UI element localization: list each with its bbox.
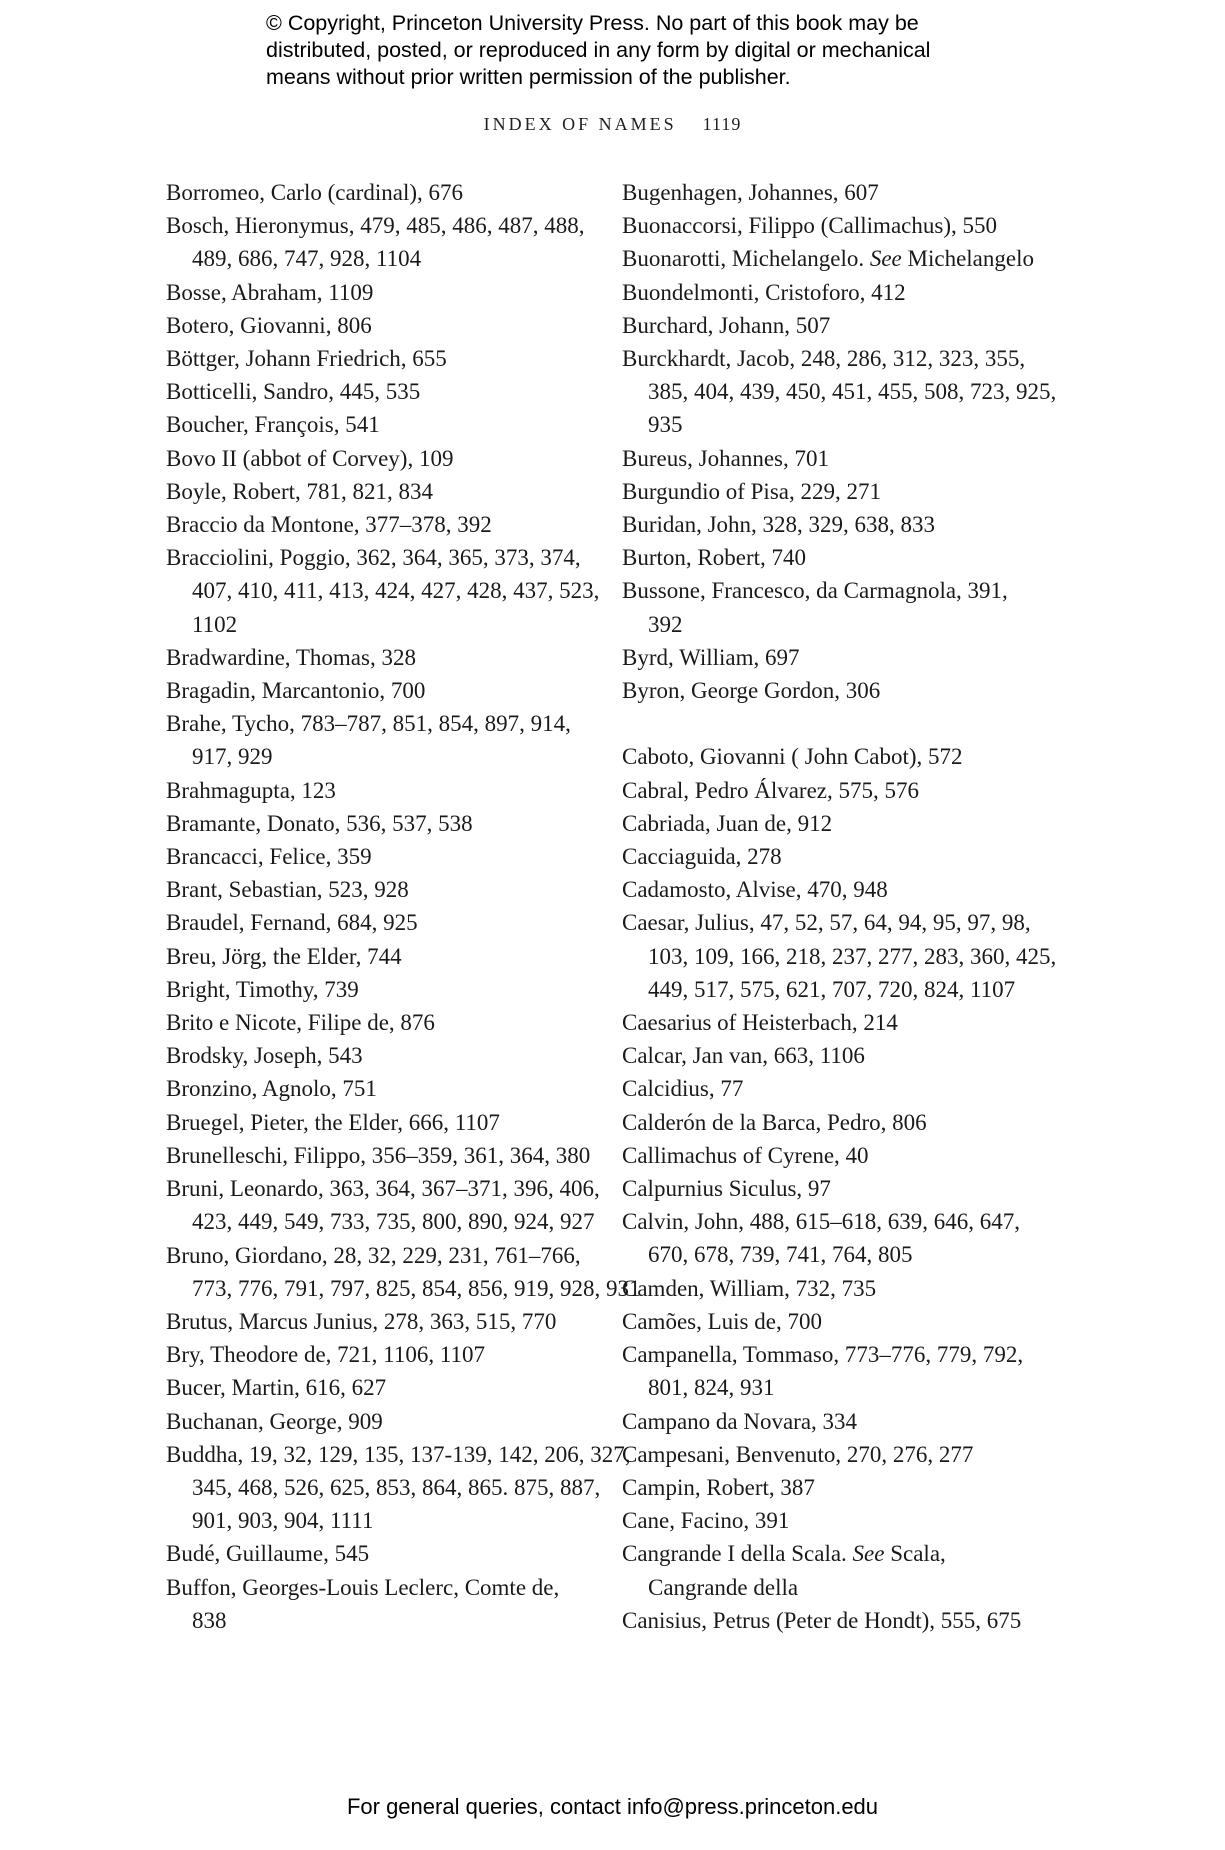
index-entry xyxy=(166,375,586,408)
entry-line: Byrd, William, 697 xyxy=(622,644,800,670)
entry-line: Bradwardine, Thomas, 328 xyxy=(166,644,416,670)
index-entry xyxy=(622,774,1052,807)
index-entry xyxy=(622,641,1052,674)
entry-list-right-b xyxy=(622,740,1057,1537)
entry-line: Cabriada, Juan de, 912 xyxy=(622,810,833,836)
index-entry xyxy=(622,840,1052,873)
entry-text: Michelangelo xyxy=(901,246,1034,272)
index-entry xyxy=(166,1537,586,1570)
entry-line: Brahmagupta, 123 xyxy=(166,777,336,803)
index-entry xyxy=(166,209,586,275)
entry-line: Boyle, Robert, 781, 821, 834 xyxy=(166,478,434,504)
entry-line: Byron, George Gordon, 306 xyxy=(622,678,881,704)
entry-line: Campanella, Tommaso, 773–776, 779, 792, xyxy=(622,1342,1024,1368)
copyright-line: distributed, posted, or reproduced in any form by digital or mechanical xyxy=(266,38,931,62)
index-entry xyxy=(166,508,586,541)
entry-line: Brito e Nicote, Filipe de, 876 xyxy=(166,1010,435,1036)
entry-line: Brutus, Marcus Junius, 278, 363, 515, 770 xyxy=(166,1308,557,1334)
index-entry xyxy=(166,1039,586,1072)
entry-line: 489, 686, 747, 928, 1104 xyxy=(192,246,422,272)
entry-line: 392 xyxy=(648,611,683,637)
index-entry xyxy=(166,840,586,873)
index-entry xyxy=(622,1006,1052,1039)
entry-line: Burckhardt, Jacob, 248, 286, 312, 323, 355, xyxy=(622,346,1026,372)
index-entry xyxy=(622,475,1052,508)
entry-line: 801, 824, 931 xyxy=(648,1375,775,1401)
index-entry xyxy=(622,1504,1052,1537)
entry-line: Brahe, Tycho, 783–787, 851, 854, 897, 914, xyxy=(166,711,571,737)
entry-line: 423, 449, 549, 733, 735, 800, 890, 924, 927 xyxy=(192,1209,595,1235)
index-entry xyxy=(166,176,586,209)
entry-line: Callimachus of Cyrene, 40 xyxy=(622,1142,869,1168)
index-entry xyxy=(622,674,1052,707)
entry-line: Burgundio of Pisa, 229, 271 xyxy=(622,478,881,504)
index-entry xyxy=(166,408,586,441)
entry-line: Bussone, Francesco, da Carmagnola, 391, xyxy=(622,578,1008,604)
entry-line: Bramante, Donato, 536, 537, 538 xyxy=(166,810,473,836)
entry-line: Buridan, John, 328, 329, 638, 833 xyxy=(622,512,936,538)
index-entry xyxy=(166,1106,586,1139)
index-entry xyxy=(622,1338,1052,1404)
entry-line: Braudel, Fernand, 684, 925 xyxy=(166,910,418,936)
index-entry xyxy=(166,774,586,807)
index-entry xyxy=(622,176,1052,209)
entry-line: Buondelmonti, Cristoforo, 412 xyxy=(622,279,906,305)
entry-line: 838 xyxy=(192,1607,227,1633)
index-entry xyxy=(622,1305,1052,1338)
entry-line: Buddha, 19, 32, 129, 135, 137-139, 142, 206, 327, xyxy=(166,1441,631,1467)
entry-line: Boucher, François, 541 xyxy=(166,412,380,438)
entry-line: Braccio da Montone, 377–378, 392 xyxy=(166,512,492,538)
index-entry xyxy=(166,1072,586,1105)
running-title: INDEX OF NAMES xyxy=(483,114,677,134)
entry-line: Buchanan, George, 909 xyxy=(166,1408,383,1434)
entry-line: 917, 929 xyxy=(192,744,273,770)
index-entry xyxy=(166,940,586,973)
index-entry xyxy=(166,1239,641,1305)
entry-list-right-a1 xyxy=(622,176,1052,242)
entry-line: Böttger, Johann Friedrich, 655 xyxy=(166,346,447,372)
index-entry xyxy=(166,973,586,1006)
index-entry xyxy=(622,807,1052,840)
copyright-notice xyxy=(266,10,1026,91)
index-entry xyxy=(622,1106,1052,1139)
index-entry xyxy=(622,342,1057,442)
index-entry xyxy=(622,1272,1052,1305)
index-entry xyxy=(166,1438,631,1538)
entry-line: Botero, Giovanni, 806 xyxy=(166,312,372,338)
entry-line: Bruegel, Pieter, the Elder, 666, 1107 xyxy=(166,1109,500,1135)
index-entry-see-michelangelo xyxy=(622,242,1052,275)
page-number: 1119 xyxy=(702,114,742,134)
index-entry xyxy=(166,1571,586,1637)
entry-line: 935 xyxy=(648,412,683,438)
entry-line: Calcidius, 77 xyxy=(622,1076,744,1102)
letter-gap xyxy=(622,707,1052,740)
index-entry xyxy=(622,541,1052,574)
index-entry xyxy=(166,1305,586,1338)
entry-line: Calcar, Jan van, 663, 1106 xyxy=(622,1043,865,1069)
index-entry xyxy=(622,276,1052,309)
entry-line: Caesar, Julius, 47, 52, 57, 64, 94, 95, 97, 98, xyxy=(622,910,1031,936)
entry-line: Camões, Luis de, 700 xyxy=(622,1308,822,1334)
entry-line: Campesani, Benvenuto, 270, 276, 277 xyxy=(622,1441,974,1467)
index-entry xyxy=(166,707,586,773)
entry-line: Buonaccorsi, Filippo (Callimachus), 550 xyxy=(622,213,997,239)
entry-line: Bright, Timothy, 739 xyxy=(166,976,359,1002)
entry-list-left xyxy=(166,176,641,1637)
entry-line: Campin, Robert, 387 xyxy=(622,1474,815,1500)
index-entry xyxy=(166,541,600,641)
index-entry: Canisius, Petrus (Peter de Hondt), 555, 675 xyxy=(622,1607,1022,1633)
index-entry xyxy=(622,1139,1052,1172)
entry-text: Cangrande della xyxy=(648,1574,799,1600)
index-entry xyxy=(622,1405,1052,1438)
index-entry xyxy=(166,807,586,840)
entry-text: Scala, xyxy=(884,1541,946,1567)
index-entry xyxy=(166,1405,586,1438)
entry-line: Budé, Guillaume, 545 xyxy=(166,1541,370,1567)
index-entry xyxy=(622,574,1052,640)
entry-line: Breu, Jörg, the Elder, 744 xyxy=(166,943,402,969)
entry-line: Bosse, Abraham, 1109 xyxy=(166,279,374,305)
entry-line: Bry, Theodore de, 721, 1106, 1107 xyxy=(166,1342,485,1368)
entry-line: Cadamosto, Alvise, 470, 948 xyxy=(622,877,888,903)
running-head xyxy=(0,114,1225,135)
entry-line: Campano da Novara, 334 xyxy=(622,1408,858,1434)
entry-line: Burchard, Johann, 507 xyxy=(622,312,831,338)
index-entry xyxy=(166,276,586,309)
entry-line: Brunelleschi, Filippo, 356–359, 361, 364, 380 xyxy=(166,1142,591,1168)
entry-line: 670, 678, 739, 741, 764, 805 xyxy=(648,1242,913,1268)
entry-line: 407, 410, 411, 413, 424, 427, 428, 437, 523, xyxy=(192,578,600,604)
entry-line: Buffon, Georges-Louis Leclerc, Comte de, xyxy=(166,1574,560,1600)
index-entry xyxy=(166,641,586,674)
index-entry xyxy=(622,1172,1052,1205)
index-entry xyxy=(622,1039,1052,1072)
index-entry xyxy=(166,1006,586,1039)
entry-line: Bugenhagen, Johannes, 607 xyxy=(622,180,879,205)
entry-line: Bragadin, Marcantonio, 700 xyxy=(166,678,426,704)
index-entry xyxy=(622,740,1052,773)
entry-line: Cane, Facino, 391 xyxy=(622,1508,790,1534)
index-entry-see-cangrande xyxy=(622,1537,1052,1603)
entry-line: Caesarius of Heisterbach, 214 xyxy=(622,1010,898,1036)
entry-line: Bruni, Leonardo, 363, 364, 367–371, 396, 406, xyxy=(166,1176,600,1202)
index-entry xyxy=(622,1438,1052,1471)
entry-line: Calderón de la Barca, Pedro, 806 xyxy=(622,1109,927,1135)
index-entry xyxy=(622,1205,1052,1271)
entry-list-right-a2 xyxy=(622,276,1057,708)
entry-line: 103, 109, 166, 218, 237, 277, 283, 360, 425, xyxy=(648,943,1057,969)
index-entry xyxy=(622,873,1052,906)
entry-line: 1102 xyxy=(192,611,238,637)
entry-line: Brodsky, Joseph, 543 xyxy=(166,1043,363,1069)
entry-line: Brancacci, Felice, 359 xyxy=(166,844,372,870)
footer-contact: For general queries, contact info@press.princeton.edu xyxy=(346,1794,879,1819)
entry-line: Calvin, John, 488, 615–618, 639, 646, 647, xyxy=(622,1209,1021,1235)
index-entry xyxy=(166,1338,586,1371)
index-entry xyxy=(622,209,1052,242)
index-entry xyxy=(622,1471,1052,1504)
entry-line: Botticelli, Sandro, 445, 535 xyxy=(166,379,421,405)
entry-line: Bruno, Giordano, 28, 32, 229, 231, 761–766, xyxy=(166,1242,581,1268)
entry-text: Buonarotti, Michelangelo. xyxy=(622,246,870,272)
entry-line: 345, 468, 526, 625, 853, 864, 865. 875, 887, xyxy=(192,1474,601,1500)
entry-line: Burton, Robert, 740 xyxy=(622,545,806,571)
index-entry xyxy=(166,342,586,375)
entry-line: 449, 517, 575, 621, 707, 720, 824, 1107 xyxy=(648,976,1016,1002)
copyright-line: © Copyright, Princeton University Press. No part of this book may be xyxy=(266,11,919,35)
entry-line: 385, 404, 439, 450, 451, 455, 508, 723, 925, xyxy=(648,379,1057,405)
index-entry xyxy=(166,873,586,906)
index-entry xyxy=(166,1139,591,1172)
entry-line: Bosch, Hieronymus, 479, 485, 486, 487, 488, xyxy=(166,213,585,239)
index-entry xyxy=(622,1072,1052,1105)
entry-line: Brant, Sebastian, 523, 928 xyxy=(166,877,409,903)
index-entry xyxy=(166,1371,586,1404)
entry-line: Bronzino, Agnolo, 751 xyxy=(166,1076,377,1102)
index-entry xyxy=(166,906,586,939)
entry-line: Borromeo, Carlo (cardinal), 676 xyxy=(166,180,463,205)
entry-line: Bureus, Johannes, 701 xyxy=(622,445,829,471)
entry-line: Calpurnius Siculus, 97 xyxy=(622,1176,831,1202)
see-reference: See xyxy=(869,246,902,272)
entry-line: Bovo II (abbot of Corvey), 109 xyxy=(166,445,454,471)
index-entry xyxy=(166,475,586,508)
entry-line: Cabral, Pedro Álvarez, 575, 576 xyxy=(622,777,920,803)
entry-line: Cacciaguida, 278 xyxy=(622,844,782,870)
index-entry xyxy=(622,442,1052,475)
copyright-line: means without prior written permission of the publisher. xyxy=(266,65,791,89)
index-entry xyxy=(166,309,586,342)
entry-text: Cangrande I della Scala. xyxy=(622,1541,853,1567)
index-entry xyxy=(166,442,586,475)
index-entry xyxy=(622,906,1057,1006)
index-entry xyxy=(622,508,1052,541)
entry-line: Bracciolini, Poggio, 362, 364, 365, 373, 374, xyxy=(166,545,581,571)
index-column-left xyxy=(166,176,641,1637)
entry-line: Camden, William, 732, 735 xyxy=(622,1275,877,1301)
entry-line: Caboto, Giovanni ( John Cabot), 572 xyxy=(622,744,963,770)
entry-line: Bucer, Martin, 616, 627 xyxy=(166,1375,387,1401)
index-column-right xyxy=(622,176,1057,1637)
index-entry xyxy=(166,1172,600,1238)
index-entry xyxy=(166,674,586,707)
index-entry xyxy=(622,309,1052,342)
entry-line: 773, 776, 791, 797, 825, 854, 856, 919, 928, 931 xyxy=(192,1275,641,1301)
entry-line: 901, 903, 904, 1111 xyxy=(192,1508,374,1534)
see-reference: See xyxy=(852,1541,885,1567)
